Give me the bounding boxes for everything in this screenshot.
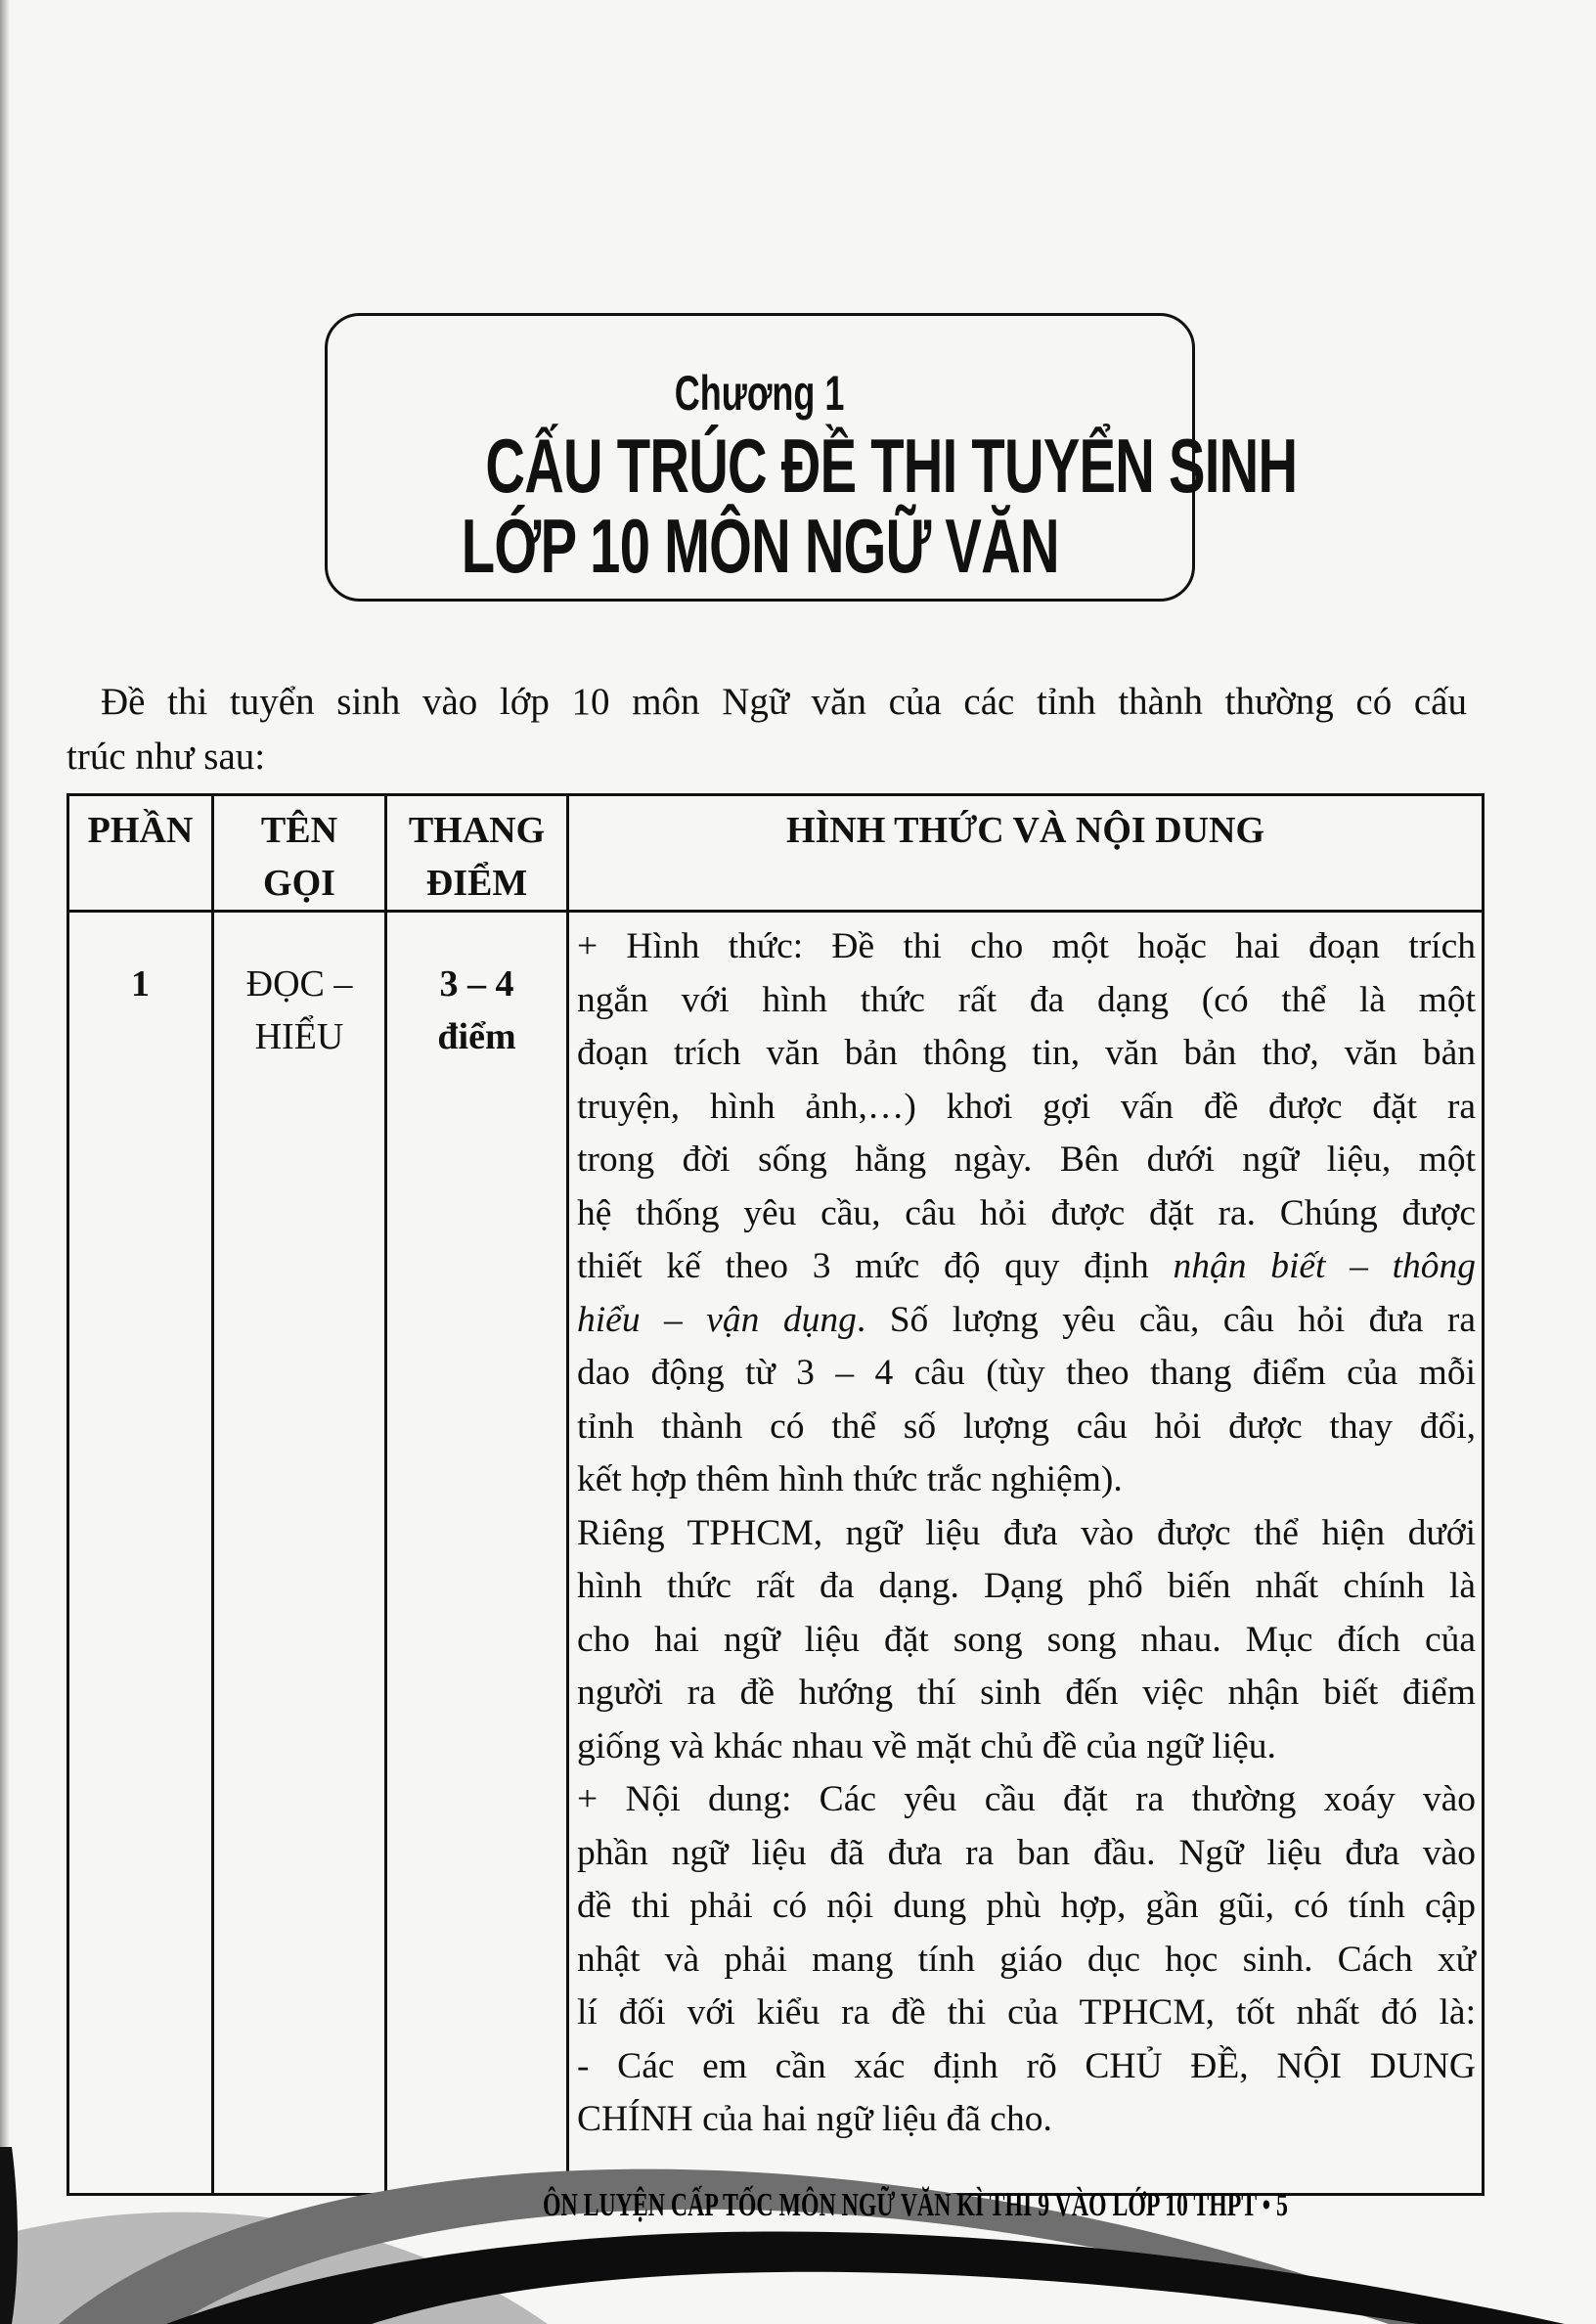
- content-line: [577, 920, 1476, 974]
- content-line: [577, 1401, 1476, 1454]
- content-line: [577, 1934, 1476, 1988]
- chapter-title-box: [325, 313, 1298, 602]
- cell-part: 1: [68, 912, 213, 2195]
- content-line: [577, 1773, 1476, 1827]
- header-content: HÌNH THỨC VÀ NỘI DUNG: [568, 795, 1484, 912]
- text: CHÍNH của hai ngữ liệu đã cho.: [577, 2099, 1052, 2139]
- running-footer: [543, 2187, 1288, 2224]
- exam-structure-table: [66, 793, 1485, 2196]
- text: tỉnh thành có thể số lượng câu hỏi được thay đổi,: [577, 1406, 1476, 1447]
- content-line: [577, 1240, 1476, 1294]
- text: thiết kế theo 3 mức độ quy định: [577, 1246, 1174, 1286]
- header-name: TÊN GỌI: [213, 795, 386, 912]
- content-line: [577, 1987, 1476, 2040]
- content-line: [577, 1721, 1476, 1774]
- content-line: [577, 1134, 1476, 1187]
- content-line: [577, 1560, 1476, 1614]
- content-line: [577, 974, 1476, 1028]
- content-line: [577, 1027, 1476, 1081]
- intro-line-2: trúc như sau:: [66, 736, 266, 778]
- content-line: [577, 2040, 1476, 2094]
- chapter-title-line1: CẤU TRÚC ĐỀ THI TUYỂN SINH: [485, 423, 1298, 509]
- text: - Các em cần xác định rõ CHỦ ĐỀ, NỘI DUNG: [577, 2045, 1476, 2086]
- left-dark-edge: [0, 2147, 18, 2324]
- text: Riêng TPHCM, ngữ liệu đưa vào được thể hiện dưới: [577, 1512, 1476, 1553]
- book-title: ÔN LUYỆN CẤP TỐC MÔN NGỮ VĂN KÌ THI 9 VÀO LỚP 10 THPT: [543, 2187, 1257, 2223]
- text: đề thi phải có nội dung phù hợp, gần gũi, có tính cập: [577, 1886, 1476, 1926]
- text: truyện, hình ảnh,…) khơi gợi vấn đề được đặt ra: [577, 1086, 1476, 1127]
- header-part: PHẦN: [68, 795, 213, 912]
- text: hình thức rất đa dạng. Dạng phổ biến nhất chính là: [577, 1566, 1476, 1606]
- text: . Số lượng yêu cầu, câu hỏi đưa ra: [856, 1299, 1476, 1340]
- header-score: THANG ĐIỂM: [386, 795, 568, 912]
- footer-swoosh-decoration: [0, 2147, 1596, 2324]
- text: ngắn với hình thức rất đa dạng (có thể là một: [577, 979, 1476, 1020]
- text: giống và khác nhau về mặt chủ đề của ngữ liệu.: [577, 1725, 1276, 1766]
- table-header-row: [68, 795, 1484, 912]
- cell-score: 3 – 4 điểm: [386, 912, 568, 2195]
- italic-text: nhận biết – thông: [1173, 1246, 1476, 1286]
- content-line: [577, 1453, 1476, 1507]
- text: hệ thống yêu cầu, câu hỏi được đặt ra. Chúng được: [577, 1192, 1476, 1233]
- content-line: [577, 1827, 1476, 1881]
- intro-line-1: Đề thi tuyển sinh vào lớp 10 môn Ngữ văn của các tỉnh thành thường có cấu: [101, 681, 1467, 723]
- page-number: 5: [1275, 2187, 1288, 2223]
- content-line: [577, 1667, 1476, 1721]
- content-line: [577, 1081, 1476, 1135]
- text: đoạn trích văn bản thông tin, văn bản thơ, văn bản: [577, 1033, 1476, 1073]
- text: lí đối với kiểu ra đề thi của TPHCM, tốt nhất đó là:: [577, 1992, 1476, 2033]
- table-row: [68, 912, 1484, 2195]
- content-line: [577, 1880, 1476, 1934]
- page-edge-shadow: [0, 0, 10, 2324]
- text: nhật và phải mang tính giáo dục học sinh. Cách xử: [577, 1939, 1476, 1980]
- text: người ra đề hướng thí sinh đến việc nhận biết điểm: [577, 1673, 1476, 1713]
- cell-content: [568, 912, 1484, 2195]
- italic-text: hiểu – vận dụng: [577, 1299, 857, 1340]
- content-line: [577, 1187, 1476, 1241]
- footer-bullet: •: [1262, 2187, 1271, 2223]
- chapter-title-line2: LỚP 10 MÔN NGỮ VĂN: [461, 503, 1059, 589]
- cell-name: ĐỌC – HIỂU: [213, 912, 386, 2195]
- text: + Nội dung: Các yêu cầu đặt ra thường xoáy vào: [577, 1779, 1476, 1819]
- chapter-label: Chương 1: [675, 366, 845, 421]
- intro-paragraph: [66, 675, 1467, 784]
- text: dao động từ 3 – 4 câu (tùy theo thang điểm của mỗi: [577, 1353, 1476, 1393]
- content-line: [577, 2093, 1476, 2147]
- text: + Hình thức: Đề thi cho một hoặc hai đoạn trích: [577, 926, 1476, 966]
- text: trong đời sống hằng ngày. Bên dưới ngữ liệu, một: [577, 1140, 1476, 1180]
- content-line: [577, 1294, 1476, 1348]
- content-line: [577, 1614, 1476, 1668]
- content-line: [577, 1507, 1476, 1561]
- content-line: [577, 1347, 1476, 1401]
- text: phần ngữ liệu đã đưa ra ban đầu. Ngữ liệu đưa vào: [577, 1832, 1476, 1873]
- text: cho hai ngữ liệu đặt song song nhau. Mục đích của: [577, 1619, 1476, 1660]
- text: kết hợp thêm hình thức trắc nghiệm).: [577, 1459, 1123, 1499]
